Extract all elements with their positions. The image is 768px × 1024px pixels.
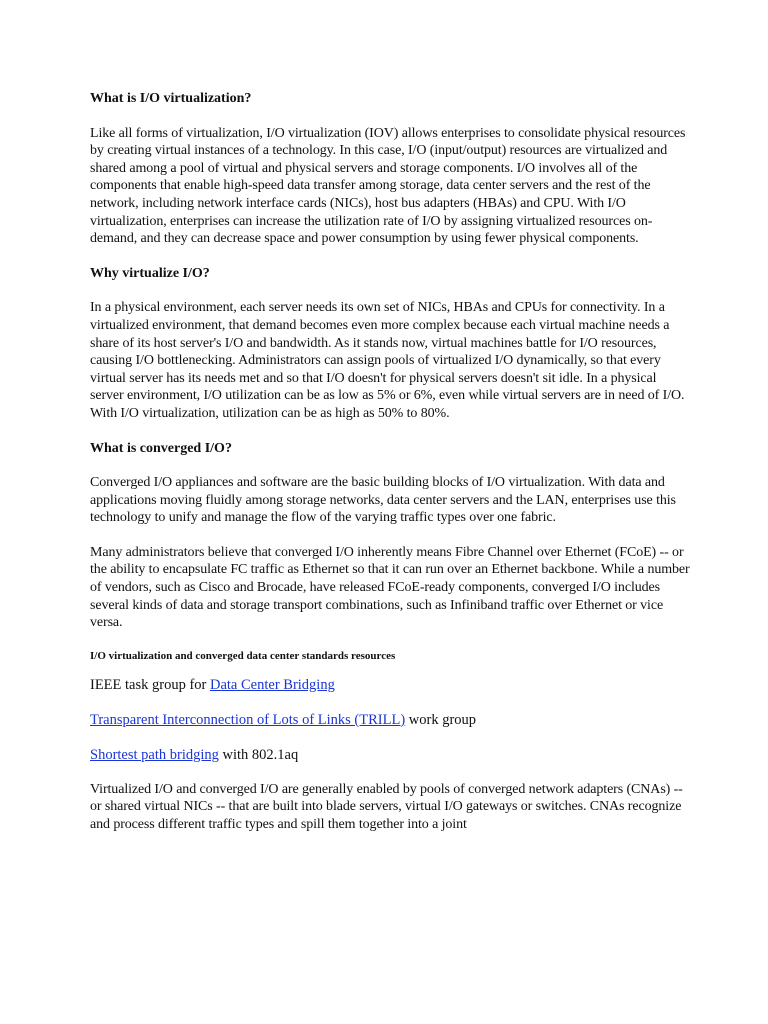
paragraph-io-virtualization-definition: Like all forms of virtualization, I/O virtualization (IOV) allows enterprises to consolidate physical resources by creating virtual instances of a technology. In this case, I/O (input/output) resources are virtualized and shared among a pool of virtual and physical servers and storage components. I/O involves all of the components that enable high-speed data transfer among storage, data center servers and the rest of the network, including network interface cards (NICs), host bus adapters (HBAs) and CPU. With I/O virtualization, enterprises can increase the utilization rate of I/O by assigning virtualized resources on-demand, and they can decrease space and power consumption by using fewer physical components.	[90, 125, 686, 247]
document-page	[90, 90, 690, 851]
resource-item-trill-suffix: work group	[405, 711, 477, 728]
resource-item-spb-suffix: with 802.1aq	[218, 746, 299, 763]
resource-item-trill	[90, 711, 690, 729]
shortest-path-bridging-link[interactable]: Shortest path bridging	[90, 746, 219, 763]
paragraph-why-virtualize-io: In a physical environment, each server needs its own set of NICs, HBAs and CPUs for connectivity. In a virtualized environment, that demand becomes even more complex because each virtual machine needs a share of its host server's I/O and bandwidth. As it stands now, virtual machines battle for I/O resources, causing I/O bottlenecking. Administrators can assign pools of virtualized I/O dynamically, so that every virtual server has its needs met and so that I/O doesn't for physical servers doesn't sit idle. In a physical server environment, I/O utilization can be as low as 5% or 6%, even while virtual servers are in need of I/O. With I/O virtualization, utilization can be as high as 50% to 80%.	[90, 300, 685, 421]
data-center-bridging-link[interactable]: Data Center Bridging	[210, 676, 335, 693]
resource-item-dcb-prefix: IEEE task group for	[90, 676, 210, 693]
section-heading-why-virtualize-io: Why virtualize I/O?	[90, 265, 210, 281]
section-heading-what-is-converged-io: What is converged I/O?	[90, 440, 232, 456]
resource-item-spb	[90, 746, 690, 764]
resource-item-dcb	[90, 676, 690, 694]
paragraph-converged-io-building-blocks: Converged I/O appliances and software are the basic building blocks of I/O virtualization. With data and applications moving fluidly among storage networks, data center servers and the LAN, enterprises use this technology to unify and manage the flow of the varying traffic types over one fabric.	[90, 475, 676, 526]
section-heading-what-is-io-virtualization: What is I/O virtualization?	[90, 91, 252, 106]
trill-link[interactable]: Transparent Interconnection of Lots of Links (TRILL)	[90, 711, 406, 728]
resources-heading: I/O virtualization and converged data center standards resources	[90, 649, 396, 662]
paragraph-converged-io-fcoe: Many administrators believe that converged I/O inherently means Fibre Channel over Ethernet (FCoE) -- or the ability to encapsulate FC traffic as Ethernet so that it can run over an Ethernet backbone. While a number of vendors, such as Cisco and Brocade, have released FCoE-ready components, converged I/O includes several kinds of data and storage transport combinations, such as Infiniband traffic over Ethernet or vice versa.	[90, 544, 690, 631]
paragraph-cna-pools: Virtualized I/O and converged I/O are generally enabled by pools of converged network adapters (CNAs) -- or shared virtual NICs -- that are built into blade servers, virtual I/O gateways or switches. CNAs recognize and process different traffic types and spill them together into a joint	[90, 781, 683, 833]
